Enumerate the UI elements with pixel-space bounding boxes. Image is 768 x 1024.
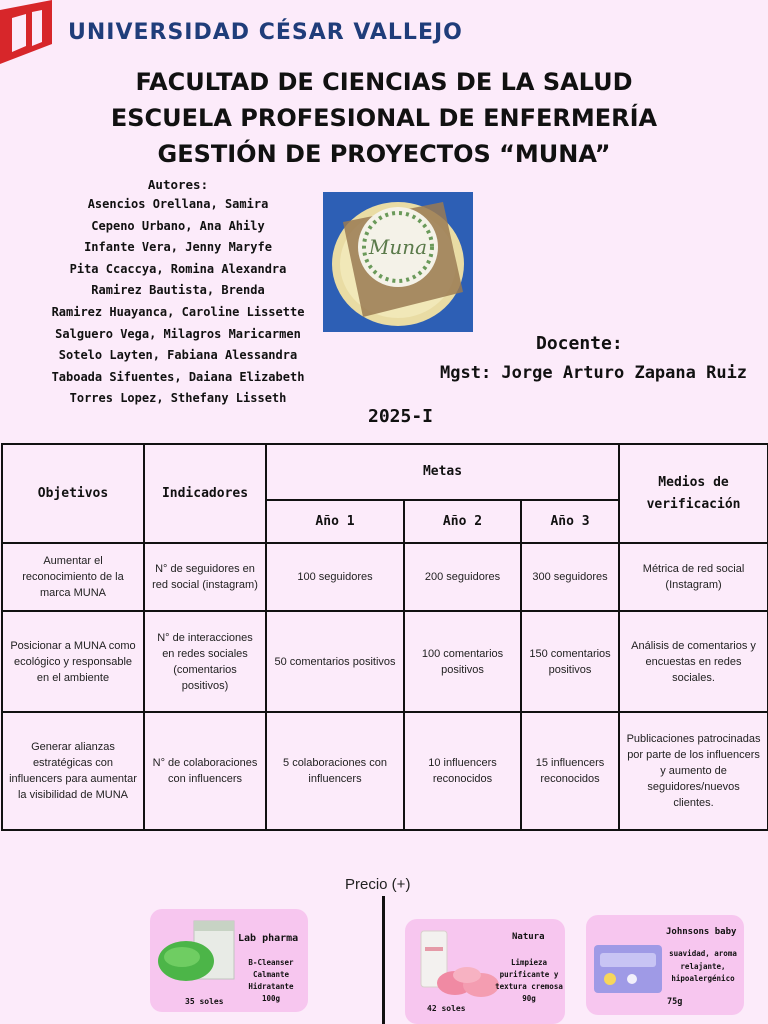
docente-name: Mgst: Jorge Arturo Zapana Ruiz bbox=[440, 363, 748, 383]
product-name: Lab pharma bbox=[238, 933, 299, 944]
docente-label: Docente: bbox=[536, 333, 623, 354]
product-card-lab-pharma bbox=[150, 909, 308, 1012]
product-photo bbox=[323, 192, 473, 332]
university-name: UNIVERSIDAD CÉSAR VALLEJO bbox=[68, 20, 463, 45]
cell-verification: Publicaciones patrocinadas por parte de los influencers y aumento de seguidores/nuevos clientes. bbox=[619, 712, 768, 830]
cell-year-3: 15 influencers reconocidos bbox=[521, 712, 619, 830]
authors-label: Autores: bbox=[147, 177, 209, 192]
faculty-title: FACULTAD DE CIENCIAS DE LA SALUD bbox=[135, 68, 633, 96]
header-year-1: Año 1 bbox=[266, 500, 404, 543]
photo-logo-text: Muna bbox=[368, 235, 428, 259]
product-name: Natura bbox=[512, 932, 545, 942]
product-price: 75g bbox=[667, 997, 683, 1007]
authors-list bbox=[50, 176, 306, 410]
header-medios: Medios de verificación bbox=[619, 444, 768, 543]
cell-objective: Generar alianzas estratégicas con influencers para aumentar la visibilidad de MUNA bbox=[2, 712, 144, 830]
cell-year-3: 150 comentarios positivos bbox=[521, 611, 619, 712]
cell-indicator: N° de colaboraciones con influencers bbox=[144, 712, 266, 830]
natura-product-icon bbox=[415, 927, 505, 1007]
product-price: 42 soles bbox=[427, 1004, 466, 1013]
author-name: Pita Ccaccya, Romina Alexandra bbox=[69, 261, 287, 276]
school-title: ESCUELA PROFESIONAL DE ENFERMERÍA bbox=[110, 104, 658, 132]
cell-year-1: 50 comentarios positivos bbox=[266, 611, 404, 712]
author-name: Torres Lopez, Sthefany Lisseth bbox=[69, 391, 287, 406]
cell-objective: Aumentar el reconocimiento de la marca MUNA bbox=[2, 543, 144, 611]
header-indicadores: Indicadores bbox=[144, 444, 266, 543]
header-objetivos: Objetivos bbox=[2, 444, 144, 543]
author-name: Cepeno Urbano, Ana Ahily bbox=[91, 218, 265, 233]
price-axis-line bbox=[382, 896, 385, 1024]
price-axis-label: Precio (+) bbox=[345, 876, 411, 893]
author-name: Sotelo Layten, Fabiana Alessandra bbox=[58, 348, 298, 363]
product-price: 35 soles bbox=[185, 997, 224, 1006]
author-name: Infante Vera, Jenny Maryfe bbox=[84, 240, 272, 255]
product-card-johnsons-baby bbox=[586, 915, 744, 1015]
product-description: suavidad, aroma relajante, hipoalergénico bbox=[669, 949, 737, 983]
academic-period: 2025-I bbox=[368, 406, 434, 427]
title-block bbox=[0, 64, 768, 172]
cell-indicator: N° de seguidores en red social (instagram) bbox=[144, 543, 266, 611]
author-name: Salguero Vega, Milagros Maricarmen bbox=[55, 326, 301, 341]
cell-year-1: 5 colaboraciones con influencers bbox=[266, 712, 404, 830]
cell-year-1: 100 seguidores bbox=[266, 543, 404, 611]
cell-year-2: 10 influencers reconocidos bbox=[404, 712, 521, 830]
cell-verification: Métrica de red social (Instagram) bbox=[619, 543, 768, 611]
header-metas: Metas bbox=[266, 444, 619, 500]
cell-year-2: 100 comentarios positivos bbox=[404, 611, 521, 712]
product-card-natura bbox=[405, 919, 565, 1024]
cell-year-3: 300 seguidores bbox=[521, 543, 619, 611]
lab-pharma-product-icon bbox=[156, 917, 240, 985]
cell-verification: Análisis de comentarios y encuestas en redes sociales. bbox=[619, 611, 768, 712]
goals-table bbox=[1, 443, 768, 831]
table-row bbox=[2, 611, 768, 712]
table-row bbox=[2, 712, 768, 830]
product-description: Limpieza purificante y textura cremosa 90g bbox=[495, 958, 563, 1003]
header-year-3: Año 3 bbox=[521, 500, 619, 543]
johnsons-product-icon bbox=[592, 943, 664, 995]
table-row bbox=[2, 543, 768, 611]
university-logo bbox=[0, 0, 56, 64]
cell-indicator: N° de interacciones en redes sociales (comentarios positivos) bbox=[144, 611, 266, 712]
author-name: Asencios Orellana, Samira bbox=[87, 197, 269, 211]
author-name: Ramirez Bautista, Brenda bbox=[91, 283, 265, 298]
cell-objective: Posicionar a MUNA como ecológico y responsable en el ambiente bbox=[2, 611, 144, 712]
product-description: B-Cleanser Calmante Hidratante 100g bbox=[248, 958, 294, 1003]
author-name: Ramirez Huayanca, Caroline Lissette bbox=[51, 304, 305, 319]
project-title: GESTIÓN DE PROYECTOS “MUNA” bbox=[157, 140, 611, 168]
author-name: Taboada Sifuentes, Daiana Elizabeth bbox=[51, 369, 305, 384]
cell-year-2: 200 seguidores bbox=[404, 543, 521, 611]
header-year-2: Año 2 bbox=[404, 500, 521, 543]
product-name: Johnsons baby bbox=[666, 927, 737, 937]
